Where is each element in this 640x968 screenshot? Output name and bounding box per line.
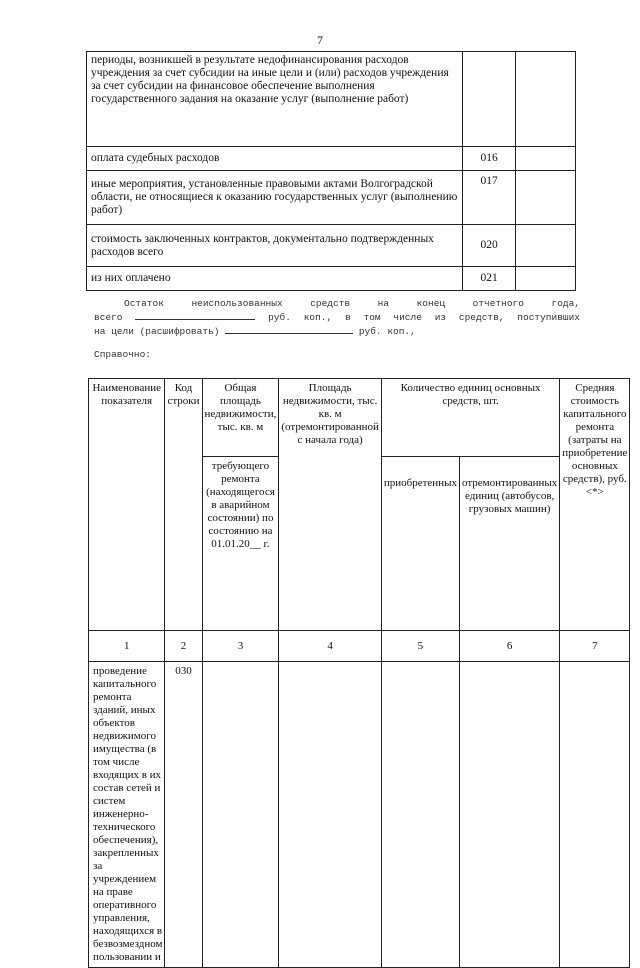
row-value [515, 147, 575, 171]
column-number: 6 [459, 631, 559, 662]
total-unit: руб. коп., в том числе из средств, поступивших [268, 312, 580, 323]
row-code: 016 [463, 147, 516, 171]
row-value [515, 225, 575, 267]
row-description: периоды, возникшей в результате недофинансирования расходов учреждения за счет субсидии на иные цели и (или) расходов учреждения за счет субсидии на финансовое обеспечение выполнения государственного задания на оказание услуг (выполнение работ) [87, 52, 463, 147]
row-description: оплата судебных расходов [87, 147, 463, 171]
header-code: Код строки [165, 379, 202, 631]
table-row [87, 267, 576, 291]
expense-table [86, 51, 576, 291]
row-description: иные мероприятия, установленные правовыми актами Волгоградской области, не относящиеся к оказанию государственных услуг (выполнению работ) [87, 171, 463, 225]
row-value [515, 52, 575, 147]
row-description: из них оплачено [87, 267, 463, 291]
total-blank [135, 310, 255, 320]
remainder-line-1: Остаток неиспользованных средств на конец отчетного года, [124, 298, 580, 309]
row-value [515, 171, 575, 225]
header-area-repaired: Площадь недвижимости, тыс. кв. м (отремонтированной с начала года) [279, 379, 381, 631]
header-repaired-units: отремонтированных единиц (автобусов, грузовых машин) [459, 457, 559, 631]
header-total-area: Общая площадь недвижимости, тыс. кв. м [202, 379, 279, 457]
row-cell [202, 662, 279, 968]
row-name: проведение капитального ремонта зданий, иных объектов недвижимого имущества (в том числе входящих в их состав сетей и систем инженерно-технического обеспечения), закрепленных за учреждением на праве оперативного управления, находящихся в безвозмездном пользовании и [89, 662, 165, 968]
table-row [89, 662, 630, 968]
row-cell [279, 662, 381, 968]
row-code [463, 52, 516, 147]
header-count: Количество единиц основных средств, шт. [381, 379, 559, 457]
row-code: 021 [463, 267, 516, 291]
column-number: 4 [279, 631, 381, 662]
page-number: 7 [317, 33, 323, 47]
table-row [87, 171, 576, 225]
column-number: 2 [165, 631, 202, 662]
column-number: 1 [89, 631, 165, 662]
total-label: всего [94, 312, 123, 323]
remainder-line-3 [94, 324, 580, 338]
reference-label: Справочно: [94, 349, 152, 360]
column-number: 7 [560, 631, 630, 662]
column-number: 3 [202, 631, 279, 662]
row-cell [459, 662, 559, 968]
row-value [515, 267, 575, 291]
row-description: стоимость заключенных контрактов, документально подтвержденных расходов всего [87, 225, 463, 267]
table-row [87, 147, 576, 171]
row-cell [560, 662, 630, 968]
table-row [87, 225, 576, 267]
column-numbers-row [89, 631, 630, 662]
row-code: 017 [463, 171, 516, 225]
purpose-unit: руб. коп., [358, 326, 416, 337]
reference-table [88, 378, 630, 968]
row-code: 030 [165, 662, 202, 968]
header-avg-cost: Средняя стоимость капитального ремонта (затраты на приобретение основных средств), руб. <*> [560, 379, 630, 631]
header-name: Наименование показателя [89, 379, 165, 631]
column-number: 5 [381, 631, 459, 662]
row-cell [381, 662, 459, 968]
remainder-paragraph [94, 298, 580, 338]
row-code: 020 [463, 225, 516, 267]
header-repair-area: требующего ремонта (находящегося в аварийном состоянии) по состоянию на 01.01.20__ г. [202, 457, 279, 631]
header-acquired: приобретенных [381, 457, 459, 631]
table-row [87, 52, 576, 147]
purpose-label: на цели (расшифровать) [94, 326, 220, 337]
remainder-line-2 [94, 310, 580, 324]
purpose-blank [225, 324, 353, 334]
